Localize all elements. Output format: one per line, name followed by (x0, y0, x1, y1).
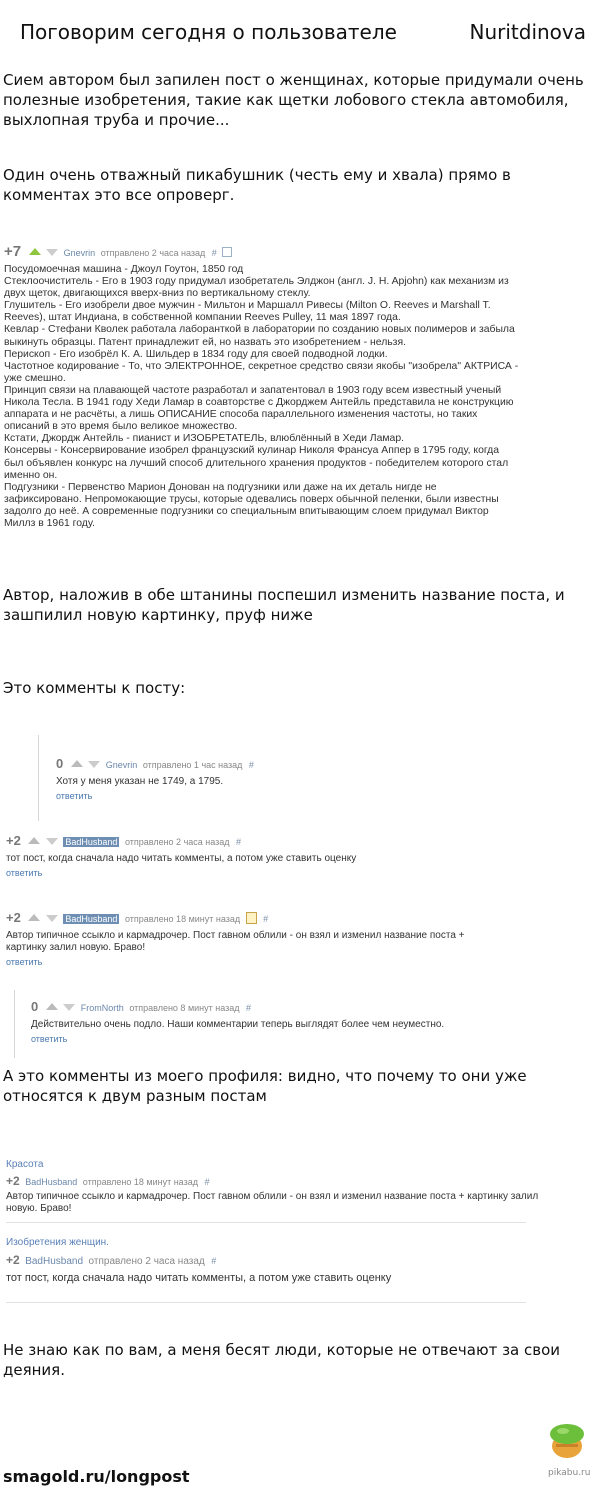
comment-username[interactable]: Gnevrin (105, 760, 138, 770)
comment-line: новую. Браво! (6, 1203, 72, 1214)
comment-username[interactable]: BadHusband (25, 1256, 84, 1267)
upvote-icon[interactable] (71, 760, 83, 767)
downvote-icon[interactable] (63, 1004, 75, 1011)
post-title-link[interactable]: Изобретения женщин. (6, 1237, 109, 1248)
upvote-icon[interactable] (46, 1003, 58, 1010)
comment-text: тот пост, когда сначала надо читать комменты, а потом уже ставить оценку (6, 853, 357, 864)
comment-line: именно он. (4, 469, 58, 481)
intro-paragraph: Сием автором был запилен пост о женщинах, которые придумали очень полезные изобретения, такие как щетки лобового стекла автомобиля, выхлопная труба и прочие... (3, 71, 584, 129)
comment-meta: отправлено 18 минут назад (82, 1177, 198, 1187)
comment-text (6, 1191, 586, 1215)
comment-line: Подгузники - Первенство Марион Донован на подгузники или даже на их деталь нигде не (4, 481, 437, 493)
closing-paragraph: Не знаю как по вам, а меня бесят люди, которые не отвечают за свои деяния. (3, 1341, 561, 1379)
post-comment-1 (56, 758, 586, 802)
comment-username[interactable]: BadHusband (65, 914, 118, 924)
comment-text (6, 930, 586, 954)
fourth-paragraph: Это комменты к посту: (3, 679, 186, 697)
comment-rating: 0 (31, 999, 39, 1014)
reply-link[interactable]: ответить (6, 957, 43, 967)
comment-hash-link[interactable]: # (263, 914, 269, 924)
profile-comment-1 (6, 1158, 586, 1215)
pikabu-watermark: pikabu.ru (548, 1468, 591, 1478)
comment-hash-link[interactable]: # (204, 1177, 210, 1187)
comment-username[interactable]: FromNorth (80, 1003, 124, 1013)
comment-meta: отправлено 2 часа назад (100, 248, 206, 258)
comment-line: задолго до неё. А современные подгузники со специальным впитывающим слоем придумал Виктор (4, 505, 489, 517)
downvote-icon[interactable] (46, 249, 58, 256)
comment-meta: отправлено 18 минут назад (124, 914, 241, 924)
comment-header (4, 243, 598, 260)
pikabu-logo-icon (546, 1420, 588, 1462)
author-name: Nuritdinova (469, 20, 586, 44)
comment-hash-link[interactable]: # (246, 1003, 252, 1013)
comment-rating: 0 (56, 756, 64, 771)
comment-line: Принцип связи на плавающей частоте разработал и запатентовал в 1903 году всем известный ученый (4, 384, 502, 396)
comment-line: Частотное кодирование - То, что ЭЛЕКТРОННОЕ, секретное средство связи якобы "изобрела" АКТРИСА - (4, 360, 519, 372)
comment-meta: отправлено 1 час назад (142, 760, 243, 770)
third-paragraph: Автор, наложив в обе штанины поспешил изменить название поста, и зашпилил новую картинку, пруф ниже (3, 586, 565, 624)
comment-hash-link[interactable]: # (211, 1256, 217, 1266)
reply-link[interactable]: ответить (6, 868, 43, 878)
upvote-icon[interactable] (28, 914, 40, 921)
downvote-icon[interactable] (46, 838, 58, 845)
comment-meta: отправлено 2 часа назад (124, 837, 230, 847)
comment-line: зафиксировано. Непромокающие трусы, которые одевались поверх обычной пеленки, были известны (4, 493, 499, 505)
profile-comment-2 (6, 1236, 586, 1284)
comment-text: тот пост, когда сначала надо читать комменты, а потом уже ставить оценку (6, 1272, 392, 1284)
comment-rating: +7 (4, 243, 22, 260)
post-title-link[interactable]: Красота (6, 1159, 44, 1170)
post-comment-3 (6, 912, 586, 968)
downvote-icon[interactable] (46, 915, 58, 922)
comment-hash-link[interactable]: # (211, 248, 217, 258)
comment-text: Хотя у меня указан не 1749, а 1795. (56, 776, 224, 787)
comment-line: Автор типичное ссыкло и кармадрочер. Пост гавном облили - он взял и изменил название поста + (6, 930, 465, 941)
comment-line: описаний в это время было великое множество. (4, 421, 238, 433)
comment-body (4, 264, 598, 530)
comment-line: Глушитель - Его изобрели двое мужчин - Мильтон и Маршалл Ривесы (Milton O. Reeves и Marshall T. (4, 300, 491, 312)
comment-meta: отправлено 8 минут назад (129, 1003, 240, 1013)
comment-line: Кевлар - Стефани Кволек работала лаборанткой в лаборатории по созданию новых полимеров и забыла (4, 324, 515, 336)
comment-username[interactable]: Gnevrin (63, 248, 96, 258)
thread-line (38, 735, 39, 821)
comment-line: уже смешно. (4, 372, 66, 384)
reply-link[interactable]: ответить (56, 791, 93, 801)
comment-line: был объявлен конкурс на лучший способ длительного хранения продуктов - победителем которого стал (4, 457, 509, 469)
comment-line: Кстати, Джордж Антейль - пианист и ИЗОБРЕТАТЕЛЬ, влюблённый в Хеди Ламар. (4, 433, 404, 445)
footer-site-link[interactable]: smagold.ru/longpost (3, 1467, 190, 1486)
comment-rating: +2 (6, 1253, 20, 1267)
upvote-icon[interactable] (28, 837, 40, 844)
second-paragraph: Один очень отважный пикабушник (честь ему и хвала) прямо в комментах это все опроверг. (3, 166, 511, 204)
comment-line: Reeves), штат Индиана, в собственной компании Reeves Pulley, 11 мая 1897 года. (4, 312, 401, 324)
thread-line (14, 990, 15, 1058)
comment-hash-link[interactable]: # (248, 760, 254, 770)
comment-meta: отправлено 2 часа назад (88, 1256, 205, 1267)
comment-line: Никола Тесла. В 1941 году Хеди Ламар в соавторстве с Джорджем Антейль представила не конструкцию (4, 397, 514, 409)
divider (6, 1222, 526, 1223)
comment-rating: +2 (6, 910, 21, 925)
comment-line: Автор типичное ссыкло и кармадрочер. Пост гавном облили - он взял и изменил название поста + картинку залил (6, 1191, 539, 1202)
comment-line: Перископ - Его изобрёл К. А. Шильдер в 1834 году для своей подводной лодки. (4, 348, 388, 360)
comment-line: двух щеток, двигающихся вверх-вниз по вертикальному стеклу. (4, 288, 311, 300)
comment-line: картинку залил новую. Браво! (6, 942, 146, 953)
divider (6, 1302, 526, 1303)
comment-username[interactable]: BadHusband (25, 1177, 78, 1187)
expand-icon[interactable] (222, 247, 232, 257)
downvote-icon[interactable] (88, 761, 100, 768)
comment-rating: +2 (6, 833, 21, 848)
comment-line: Миллз в 1961 году. (4, 517, 95, 529)
upvote-icon[interactable] (29, 248, 41, 255)
reply-link[interactable]: ответить (31, 1034, 68, 1044)
big-comment (4, 243, 598, 530)
fifth-paragraph: А это комменты из моего профиля: видно, что почему то они уже относятся к двум разным постам (3, 1067, 527, 1105)
edit-icon[interactable] (246, 912, 257, 924)
post-comment-4 (31, 1001, 586, 1045)
comment-hash-link[interactable]: # (236, 837, 242, 847)
comment-line: Стеклоочиститель - Его в 1903 году придумал изобретатель Элджон (англ. J. H. Apjohn) как механизм из (4, 276, 509, 288)
post-comment-2 (6, 835, 586, 879)
comment-line: выкинуть образцы. Патент принадлежит ей, но назвать это изобретением - нельзя. (4, 336, 406, 348)
comment-line: Посудомоечная машина - Джоул Гоутон, 1850 год (4, 264, 244, 275)
comment-username[interactable]: BadHusband (65, 837, 118, 847)
comment-text: Действительно очень подло. Наши комментарии теперь выглядят более чем неуместно. (31, 1019, 445, 1030)
comment-rating: +2 (6, 1174, 20, 1188)
comment-line: аппарата и не расчёты, а лишь ОПИСАНИЕ способа параллельного изменения частоты, но таких (4, 409, 478, 421)
comment-line: Консервы - Консервирование изобрел французский кулинар Николя Франсуа Аппер в 1795 году, когда (4, 445, 500, 457)
page-title: Поговорим сегодня о пользователе (20, 20, 397, 44)
